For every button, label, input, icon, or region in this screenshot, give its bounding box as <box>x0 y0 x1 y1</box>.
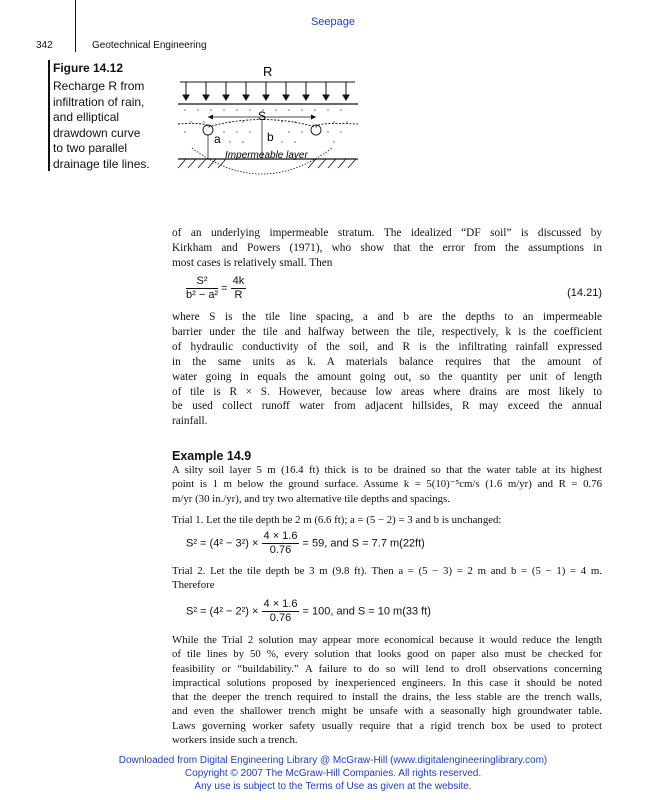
text-line: of tile lines by 50 %, every solution that looks good on paper also must be checked for <box>172 648 602 661</box>
eq-lead: S² = (4² − 2²) × <box>186 605 259 618</box>
trial-1-equation <box>186 530 425 557</box>
drainage-diagram <box>170 60 370 180</box>
book-title: Geotechnical Engineering <box>92 40 207 51</box>
diagram-label-b: b <box>267 130 274 144</box>
figure-label: Figure 14.12 <box>53 61 124 75</box>
paragraph-1 <box>172 226 602 271</box>
drain-tile-left <box>203 125 213 135</box>
eq-rhs-den: R <box>234 289 243 301</box>
text-line: A silty soil layer 5 m (16.4 ft) thick is to be drained so that the water table at its highest <box>172 464 602 476</box>
text-line: most cases is relatively small. Then <box>172 256 333 269</box>
text-line: that the deeper the trench required to install the drains, the less stable are the trench walls, <box>172 691 602 704</box>
text-line: and even the shallower trench might be unsafe with a seasonally high groundwater table. <box>172 705 602 718</box>
caption-line: and elliptical <box>53 110 120 125</box>
example-discussion <box>172 633 602 747</box>
text-line: While the Trial 2 solution may appear more economical because it would reduce the length <box>172 634 602 646</box>
eq-tail: = 59, and S = 7.7 m(22ft) <box>302 537 425 550</box>
caption-line: drawdown curve <box>53 125 141 140</box>
diagram-label-s: S <box>258 109 267 123</box>
eq-rhs-num: 4k <box>232 275 245 287</box>
eq-lhs-den: b² − a² <box>186 289 219 301</box>
eq-lead: S² = (4² − 3²) × <box>186 537 259 550</box>
footer-terms-link[interactable]: Any use is subject to the Terms of Use as given at the website. <box>194 781 472 792</box>
eq-tail: = 100, and S = 10 m(33 ft) <box>302 605 431 618</box>
page-number: 342 <box>36 40 53 51</box>
eq-den: 0.76 <box>269 612 292 624</box>
figure-caption-bar <box>48 60 50 171</box>
text-line: water going in equals the amount going out, so the quantity per unit of length <box>172 370 602 383</box>
text-line: Kirkham and Powers (1971), who show that the error from the assumptions in <box>172 241 602 254</box>
running-head: Seepage <box>310 16 356 28</box>
paragraph-2 <box>172 310 602 429</box>
footer-download-link[interactable]: Downloaded from Digital Engineering Library @ McGraw-Hill (www.digitalengineeringlibrary.com) <box>118 755 548 766</box>
text-line: Trial 1. Let the tile depth be 2 m (6.6 ft); a = (5 − 2) = 3 and b is unchanged: <box>172 514 502 526</box>
text-line: rainfall. <box>172 415 208 428</box>
example-heading: Example 14.9 <box>172 449 252 463</box>
text-line: workers inside such a trench. <box>172 734 298 747</box>
eq-rhs-fraction <box>231 275 247 302</box>
example-statement <box>172 463 602 506</box>
text-line: feasibility or “buildability.” A failure to do so will lend to droll observations concerning <box>172 662 602 675</box>
eq-num: 4 × 1.6 <box>263 530 298 542</box>
text-line: m/yr (30 in./yr), and try two alternative tile depths and spacings. <box>172 492 450 505</box>
text-line: impractical solutions proposed by inexperienced engineers. In this case it should be noted <box>172 676 602 689</box>
caption-line: drainage tile lines. <box>53 156 150 171</box>
text-line: of hydraulic conductivity of the soil, and R is the infiltrating rainfall expressed <box>172 340 602 353</box>
text-line: point is 1 m below the ground surface. Assume k = 5(10)⁻⁵cm/s (1.6 m/yr) and R = 0.76 <box>172 478 602 491</box>
eq-den: 0.76 <box>269 544 292 556</box>
rain-arrows <box>180 82 355 100</box>
eq-fraction <box>262 530 300 557</box>
diagram-layer-label: Impermeable layer <box>225 150 308 161</box>
eq-lhs-fraction <box>186 275 218 302</box>
eq-fraction <box>262 598 300 625</box>
text-line: in the same units as k. A materials balance requires that the amount of <box>172 355 602 368</box>
caption-line: to two parallel <box>53 141 128 156</box>
text-line: Laws governing worker safety usually require that a rigid trench box be used to protect <box>172 719 602 732</box>
equation-14-21 <box>186 275 246 302</box>
caption-line: infiltration of rain, <box>53 94 145 109</box>
diagram-label-a: a <box>214 132 221 146</box>
trial-2-equation <box>186 598 431 625</box>
eq-lhs-num: S² <box>186 275 218 289</box>
text-line: of an underlying impermeable stratum. The idealized “DF soil” is discussed by <box>172 227 602 239</box>
text-line: of tile is R × S. However, because low areas where drains are most likely to <box>172 385 602 398</box>
trial-1-text <box>172 513 602 527</box>
caption-line: Recharge R from <box>53 79 145 93</box>
diagram-label-r: R <box>263 64 273 79</box>
footer-copyright: Copyright © 2007 The McGraw-Hill Companies. All rights reserved. <box>184 768 482 779</box>
header-rule <box>75 0 76 52</box>
text-line: Therefore <box>172 579 215 592</box>
text-line: Trial 2. Let the tile depth be 3 m (9.8 ft). Then a = (5 − 3) = 2 m and b = (5 − 1) = 4 m. <box>172 565 602 577</box>
text-line: be used collect runoff water from adjacent hillsides, R may exceed the annual <box>172 400 602 413</box>
text-line: barrier under the tile and halfway between the tile, respectively, k is the coefficient <box>172 325 602 338</box>
figure-caption <box>53 79 163 173</box>
eq-equals: = <box>221 282 228 295</box>
text-line: where S is the tile line spacing, a and b are the depths to an impermeable <box>172 311 602 323</box>
eq-num: 4 × 1.6 <box>263 598 298 610</box>
trial-2-text <box>172 564 602 593</box>
equation-number: (14.21) <box>567 287 602 299</box>
